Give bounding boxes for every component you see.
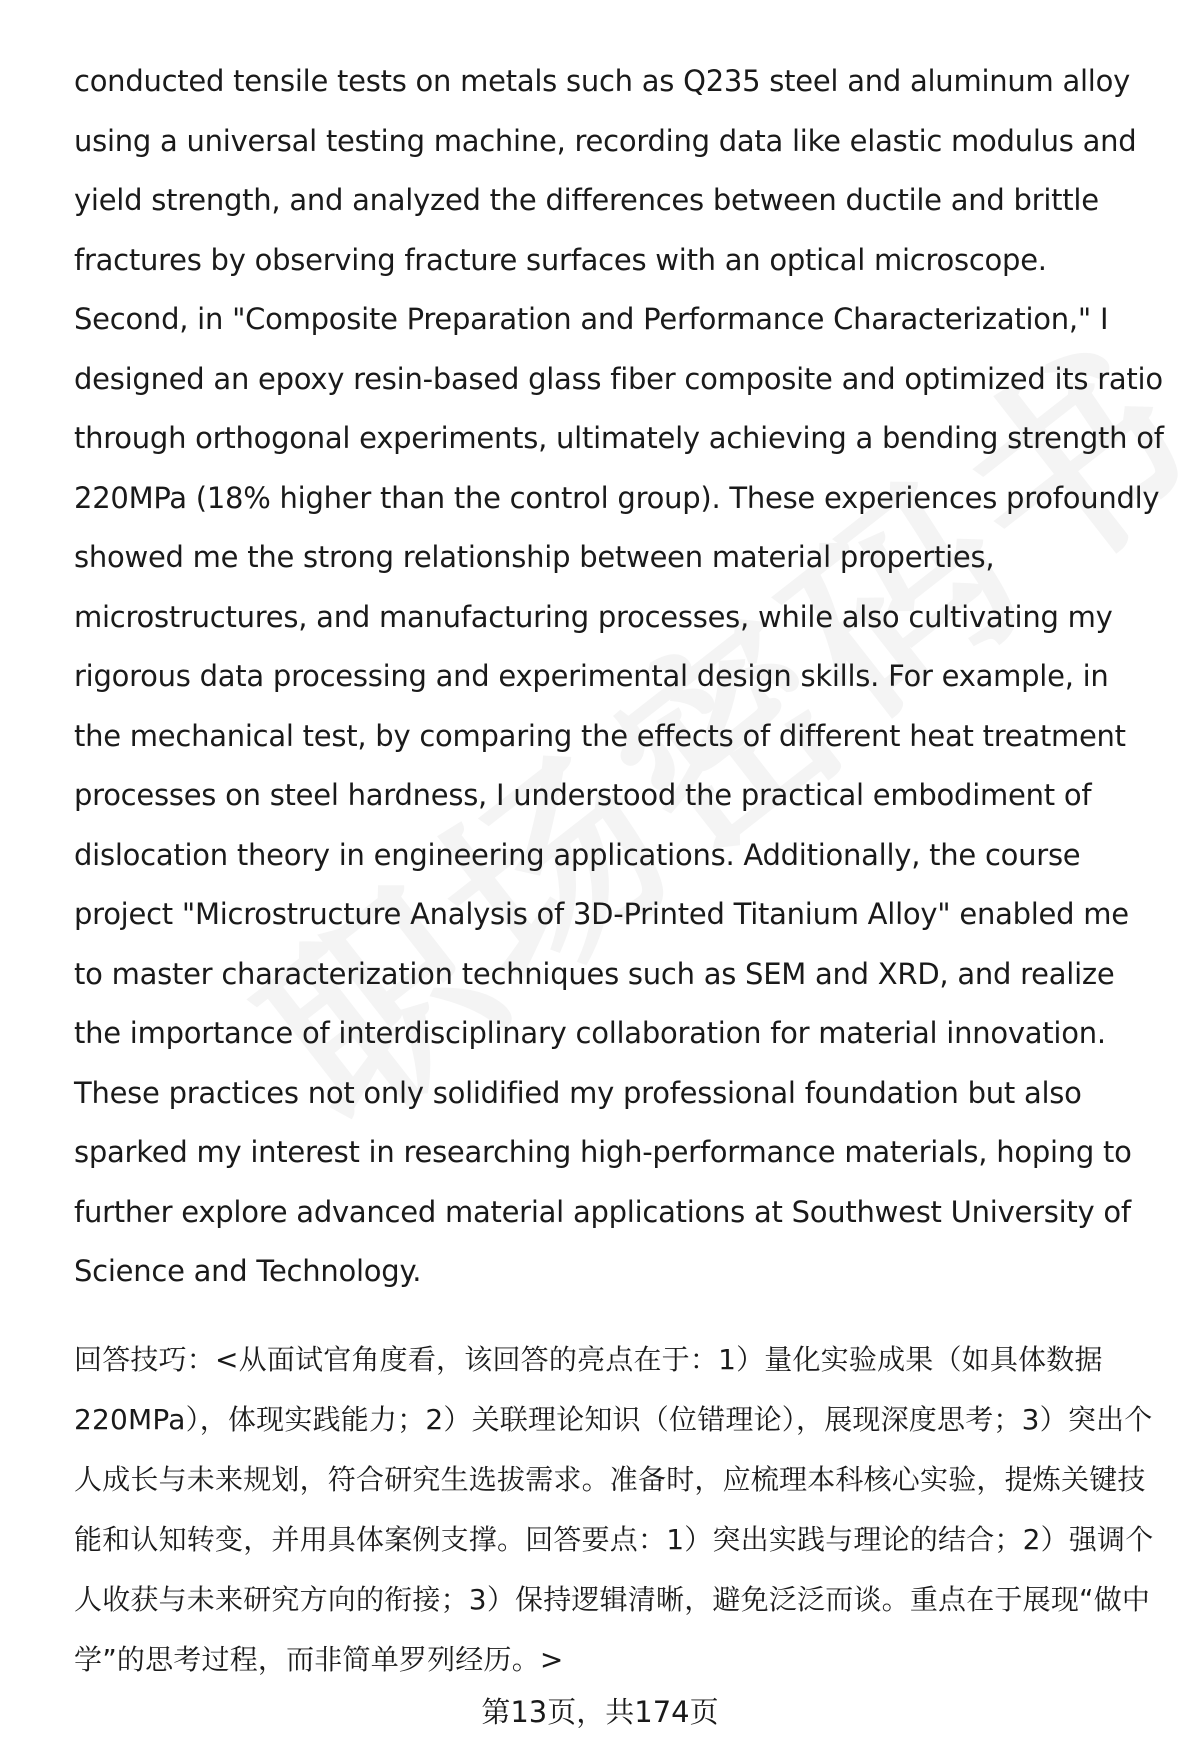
page-number: 第13页，共174页: [481, 1695, 719, 1729]
answer-tips-paragraph: 回答技巧：<从面试官角度看，该回答的亮点在于：1）量化实验成果（如具体数据220MPa），体现实践能力；2）关联理论知识（位错理论），展现深度思考；3）突出个人成长与未来规划，符合研究生选拔需求。准备时，应梳理本科核心实验，提炼关键技能和认知转变，并用具体案例支撑。回答要点：1）突出实践与理论的结合；2）强调个人收获与未来研究方向的衔接；3）保持逻辑清晰，避免泛泛而谈。重点在于展现“做中学”的思考过程，而非简单罗列经历。>: [74, 1343, 1154, 1676]
body-paragraph: conducted tensile tests on metals such as Q235 steel and aluminum alloy using a universal testing machine, recording data like elastic modulus and yield strength, and analyzed the differences between ductile and brittle fractures by observing fracture surfaces with an optical microscope. Second, in "Composite Preparation and Performance Characterization," I designed an epoxy resin-based glass fiber composite and optimized its ratio through orthogonal experiments, ultimately achieving a bending strength of 220MPa (18% higher than the control group). These experiences profoundly showed me the strong relationship between material properties, microstructures, and manufacturing processes, while also cultivating my rigorous data processing and experimental design skills. For example, in the mechanical test, by comparing the effects of different heat treatment processes on steel hardness, I understood the practical embodiment of dislocation theory in engineering applications. Additionally, the course project "Microstructure Analysis of 3D-Printed Titanium Alloy" enabled me to master characterization techniques such as SEM and XRD, and realize the importance of interdisciplinary collaboration for material innovation. These practices not only solidified my professional foundation but also sparked my interest in researching high-performance materials, hoping to further explore advanced material applications at Southwest University of Science and Technology.: [74, 64, 1164, 1288]
